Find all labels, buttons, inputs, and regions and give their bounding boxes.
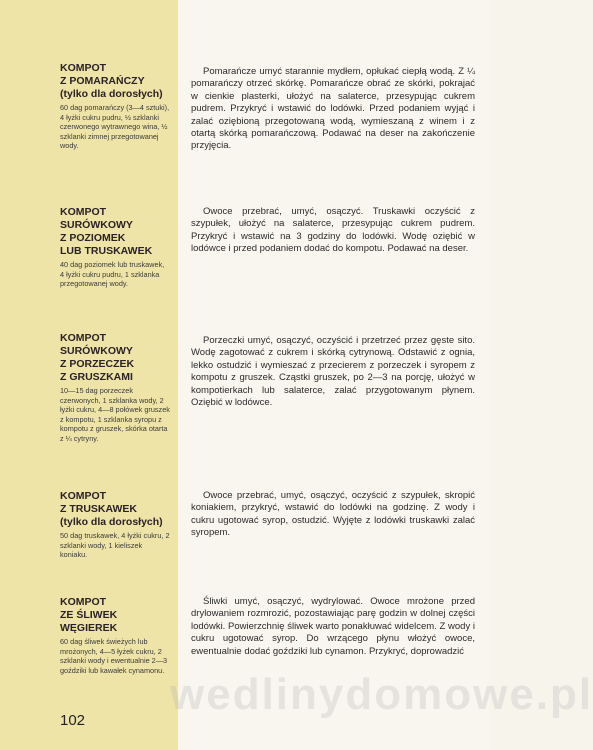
recipe-title: KOMPOT ZE ŚLIWEK WĘGIEREK xyxy=(60,596,118,634)
recipe-title: KOMPOT SURÓWKOWY Z POZIOMEK LUB TRUSKAWEK xyxy=(60,206,153,257)
watermark: wedlinydomowe.pl xyxy=(170,670,593,719)
recipe-instructions: Porzeczki umyć, osączyć, oczyścić i przetrzeć przez gęste sito. Wodę zagotować z cukrem i skórką cytrynową. Odstawić z ognia, lekko ostudzić i wymieszać z przecierem z porzeczek i syropem z kompotu z gruszek. Cząstki gruszek, po 2—3 na porcję, ułożyć w kompotierkach lub salaterce, zalać przygotowanym płynem. Oziębić w lodówce. xyxy=(191,335,475,409)
recipe-ingredients: 10—15 dag porzeczek czerwonych, 1 szklanka wody, 2 łyżki cukru, 4—8 połówek gruszek z kompotu, 1 szklanka syropu z kompotu z gruszek, skórka otarta z ¼ cytryny. xyxy=(60,386,170,443)
recipe-title: KOMPOT SURÓWKOWY Z PORZECZEK Z GRUSZKAMI xyxy=(60,332,135,383)
page-number: 102 xyxy=(60,712,86,729)
recipe-header-4 xyxy=(60,490,170,560)
recipe-header-2 xyxy=(60,206,170,289)
recipe-ingredients: 60 dag pomarańczy (3—4 sztuki), 4 łyżki cukru pudru, ½ szklanki czerwonego wytrawnego wina, ½ szklanki zimnej przegotowanej wody. xyxy=(60,103,170,151)
recipe-ingredients: 50 dag truskawek, 4 łyżki cukru, 2 szklanki wody, 1 kieliszek koniaku. xyxy=(60,531,170,560)
recipe-instructions: Śliwki umyć, osączyć, wydrylować. Owoce mrożone przed drylowaniem rozmrozić, pozostawiając parę godzin w dolnej części lodówki. Powierzchnię śliwek warto ponakłuwać widelcem. Z wody i cukru ugotować syrop. Do wrzącego płynu włożyć owoce, ewentualnie dodać goździki lub cynamon. Przykryć, doprowadzić xyxy=(191,596,475,657)
recipe-instructions: Owoce przebrać, umyć, osączyć. Truskawki oczyścić z szypułek, ułożyć na salaterce, przesypując cukrem pudrem. Przykryć i wstawić na 3 godziny do lodówki. Wodę oziębić w lodówce i przed podaniem dodać do kompotu. Podawać na deser. xyxy=(191,206,475,255)
recipe-header-5 xyxy=(60,596,170,675)
recipe-instructions: Owoce przebrać, umyć, osączyć, oczyścić z szypułek, skropić koniakiem, przykryć, wstawić do lodówki na godzinę. Z wody i cukru ugotować syrop, ostudzić. Wyjęte z lodówki truskawki zalać syropem. xyxy=(191,490,475,539)
recipe-title: KOMPOT Z POMARAŃCZY (tylko dla dorosłych) xyxy=(60,62,163,100)
recipe-instructions: Pomarańcze umyć starannie mydłem, opłukać ciepłą wodą. Z ¼ pomarańczy otrzeć skórkę. Pomarańcze obrać ze skórki, pokrajać w cienkie plasterki, ułożyć na salaterce, przesypując cukrem pudrem. Przykryć i wstawić do lodówki. Przed podaniem wyjąć i zalać oziębioną przegotowaną wodą, wymieszaną z winem i z otartą skórką pomarańczową. Podawać na deser na zakończenie przyjęcia. xyxy=(191,66,475,152)
recipe-header-3 xyxy=(60,332,170,444)
recipe-title: KOMPOT Z TRUSKAWEK (tylko dla dorosłych) xyxy=(60,490,163,528)
recipe-ingredients: 60 dag śliwek świeżych lub mrożonych, 4—5 łyżek cukru, 2 szklanki wody i ewentualnie 2—3 goździki lub kawałek cynamonu. xyxy=(60,637,168,675)
recipe-ingredients: 40 dag poziomek lub truskawek, 4 łyżki cukru pudru, 1 szklanka przegotowanej wody. xyxy=(60,260,165,289)
recipe-header-1 xyxy=(60,62,170,151)
